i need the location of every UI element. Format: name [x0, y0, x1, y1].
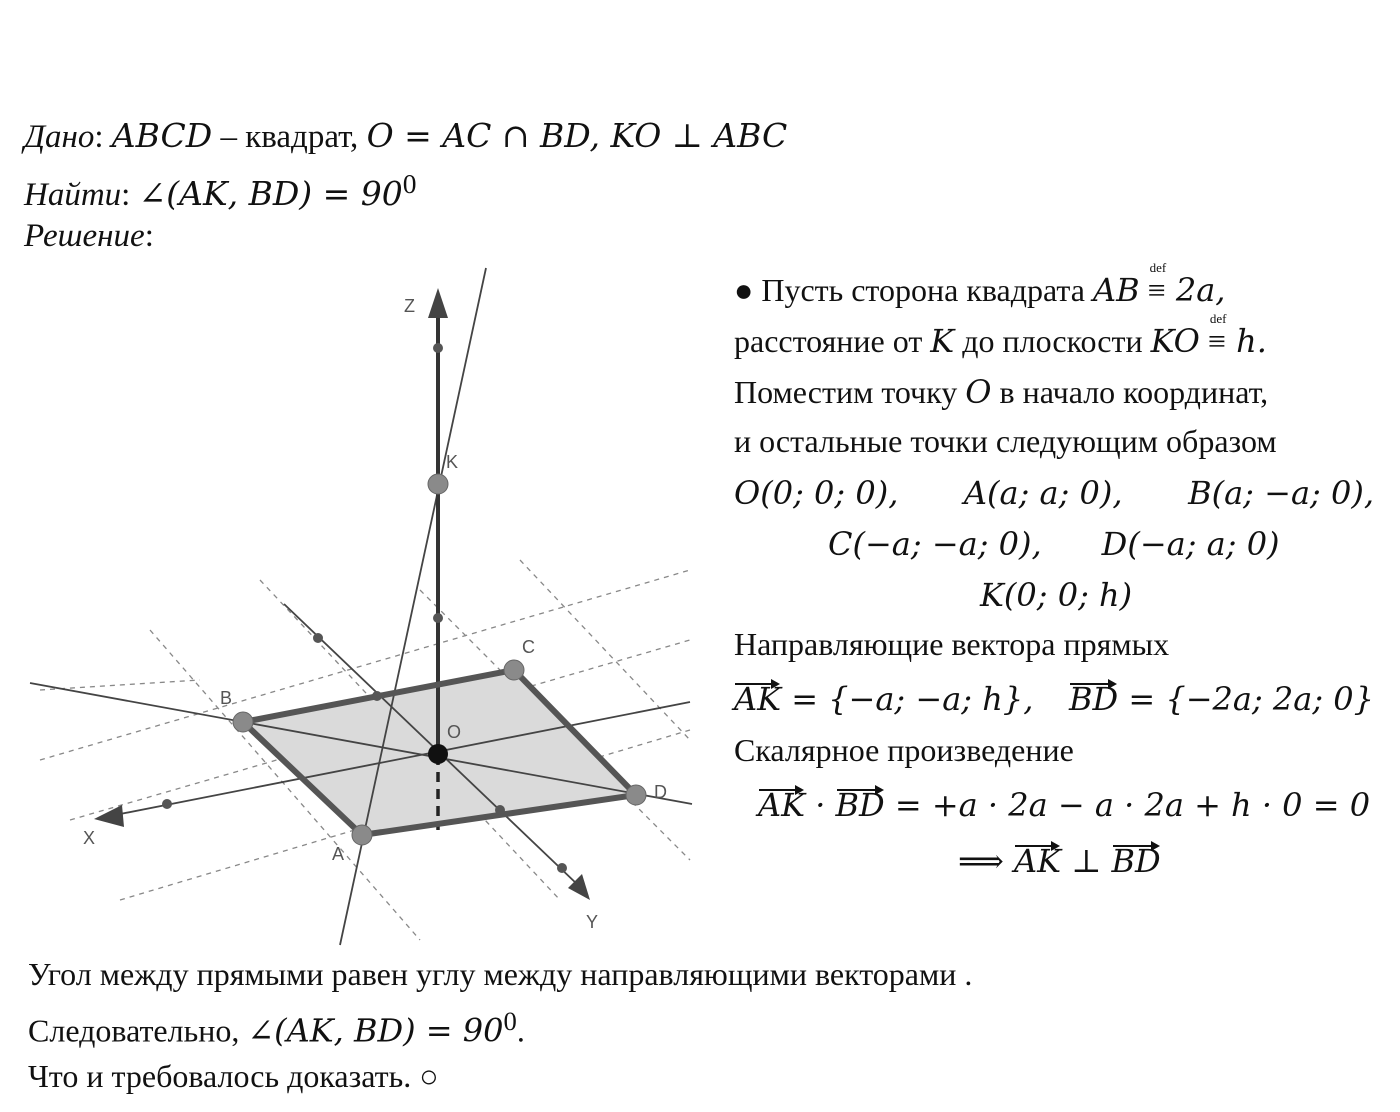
- label-d: D: [654, 782, 667, 802]
- given-conditions: O = AC ∩ BD, KO ⊥ ABC: [366, 116, 788, 155]
- coord-a: A(a; a; 0),: [963, 474, 1123, 512]
- dot-value: = +a · 2a − a · 2a + h · 0 = 0: [884, 786, 1371, 824]
- tick-y3: [557, 863, 567, 873]
- given-word: – квадрат,: [212, 119, 367, 155]
- direction-vectors-heading: Направляющие вектора прямых: [734, 626, 1170, 662]
- point-d: [626, 785, 646, 805]
- place-pre: Поместим точку: [734, 374, 966, 410]
- coords-row-1: [734, 474, 1374, 512]
- therefore-period: .: [516, 1012, 525, 1049]
- find-expression: ∠(AK, BD) = 90: [138, 174, 403, 213]
- tick-z2: [433, 613, 443, 623]
- given-square: ABCD: [111, 116, 213, 155]
- dot-product-row: [758, 786, 1370, 824]
- find-degree: 0: [402, 168, 417, 199]
- place-post: в начало координат,: [991, 374, 1269, 410]
- distance-text: расстояние от: [734, 323, 931, 359]
- side-ab: AB: [1092, 271, 1140, 309]
- point-a: [352, 825, 372, 845]
- label-b: B: [220, 688, 233, 708]
- find-line: Найти: ∠(AK, $BD) = 90^0$: [24, 168, 417, 213]
- coord-b: B(a; −a; 0),: [1188, 474, 1374, 512]
- find-label: Найти: [24, 177, 122, 213]
- label-k: K: [446, 452, 459, 472]
- therefore-math: ∠(AK, BD) = 90: [247, 1011, 504, 1050]
- distance-value: h.: [1225, 322, 1267, 360]
- vector-ak-value: = {−a; −a; h},: [781, 680, 1034, 718]
- concl-vector-ak: AK: [1014, 842, 1062, 880]
- side-value: 2a,: [1165, 271, 1226, 309]
- point-o: [428, 744, 448, 764]
- coords-row-2: [828, 525, 1280, 563]
- vector-ak-expr: [734, 680, 1033, 718]
- label-a: A: [332, 844, 345, 864]
- dot-product-heading: Скалярное произведение: [734, 732, 1074, 768]
- label-y: Y: [586, 912, 599, 932]
- tick-x1: [162, 799, 172, 809]
- label-z: Z: [404, 296, 415, 316]
- perp-symbol: ⊥: [1061, 842, 1112, 880]
- point-k: [428, 474, 448, 494]
- given-line: Дано: ABCD – квадрат, O = AC ∩ BD, KO ⊥ ABC: [24, 116, 788, 155]
- distance-k: K: [930, 322, 955, 360]
- vector-bd-expr: [1069, 680, 1374, 718]
- label-c: C: [522, 637, 535, 657]
- solution-line: Решение:: [24, 218, 154, 254]
- z-arrowhead: [428, 288, 448, 318]
- label-x: X: [83, 828, 96, 848]
- coord-d: D(−a; a; 0): [1101, 525, 1280, 563]
- def-equal-2: def ≡: [1207, 311, 1227, 359]
- tick-y1: [313, 633, 323, 643]
- therefore-degree: 0: [503, 1006, 517, 1036]
- right-line-4: и остальные точки следующим образом: [734, 423, 1277, 459]
- concl-vector-bd: BD: [1111, 842, 1161, 880]
- vector-bd: BD: [1069, 680, 1119, 718]
- distance-ko: KO: [1150, 322, 1200, 360]
- place-o: O: [965, 373, 992, 411]
- tick-z1: [433, 343, 443, 353]
- side-intro: ● Пусть сторона квадрата: [734, 272, 1093, 308]
- coord-c: C(−a; −a; 0),: [828, 525, 1042, 563]
- coord-o: O(0; 0; 0),: [734, 474, 899, 512]
- bottom-line-2: [28, 1006, 525, 1050]
- vector-ak: AK: [734, 680, 782, 718]
- point-b: [233, 712, 253, 732]
- right-line-2: [734, 311, 1267, 360]
- dot-vector-bd: BD: [835, 786, 885, 824]
- tick-x2: [372, 691, 382, 701]
- bottom-line-3: Что и требовалось доказать. ○: [28, 1058, 439, 1094]
- label-o: O: [447, 722, 462, 742]
- right-line-3: [734, 373, 1268, 411]
- point-c: [504, 660, 524, 680]
- dot-vector-ak: AK: [758, 786, 806, 824]
- dot-separator: ·: [805, 786, 836, 824]
- bottom-line-1: Угол между прямыми равен углу между направляющими векторами .: [28, 956, 973, 992]
- perpendicular-conclusion: [958, 842, 1161, 880]
- therefore-text: Следовательно,: [28, 1012, 248, 1049]
- def-label-1: def: [1149, 260, 1167, 275]
- distance-mid: до плоскости: [954, 323, 1151, 359]
- right-line-1: [734, 260, 1226, 309]
- vector-bd-value: = {−2a; 2a; 0}: [1118, 680, 1374, 718]
- given-label: Дано: [24, 119, 95, 155]
- def-label-2: def: [1209, 311, 1227, 326]
- direction-vectors-row: [734, 680, 1374, 718]
- geometry-figure: [0, 260, 700, 960]
- coord-k: K(0; 0; h): [980, 576, 1133, 614]
- tick-y2: [495, 805, 505, 815]
- def-equal-1: def ≡: [1147, 260, 1167, 308]
- implies-symbol: ⟹: [958, 842, 1015, 880]
- solution-label: Решение: [24, 218, 145, 254]
